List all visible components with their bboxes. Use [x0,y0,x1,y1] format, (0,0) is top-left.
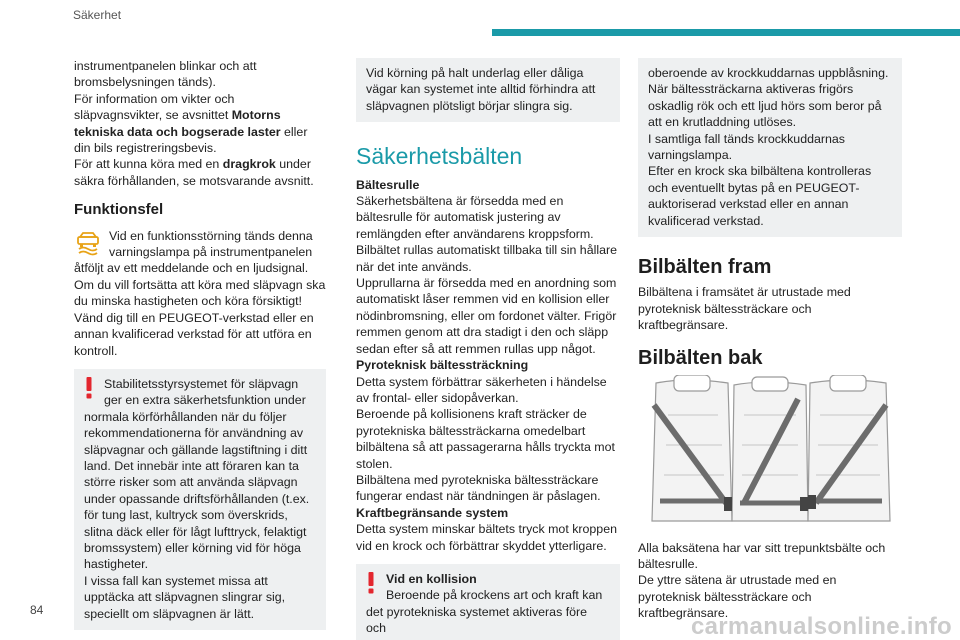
fault-text-cont: åtföljt av ett meddelande och en ljudsignal. [74,261,309,276]
subheading: Bältesrulle [356,177,420,192]
fault-block [74,228,326,277]
rear-seatbelt-illustration [648,375,902,531]
heading-rear-belts: Bilbälten bak [638,346,763,369]
fault-text: Vid en funktionsstörning tänds denna varningslampa på instrumentpanelen [109,228,313,260]
paragraph: Om du vill fortsätta att köra med släpvagn ska du minska hastigheten och köra försiktigt! [74,277,326,309]
note-box [356,58,620,122]
paragraph: Bilbältena med pyrotekniska bältessträckare fungerar endast när tändningen är påslagen. [356,472,601,504]
note-text: Efter en krock ska bilbältena kontrolleras och eventuellt bytas på en PEUGEOT-auktoriserad verkstad eller en annan kvalificerad verkstad. [648,164,872,228]
note-text: Vid körning på halt underlag eller dåliga vägar kan systemet inte alltid förhindra att släpvagnen plötsligt börjar slingra sig. [366,66,596,113]
paragraph: Detta system förbättrar säkerheten i händelse av frontal- eller sidopåverkan. [356,374,607,405]
paragraph: Vänd dig till en PEUGEOT-verkstad eller en annan kvalificerad verkstad för att utföra en kontroll. [74,310,314,358]
heading-funktionsfel: Funktionsfel [74,201,164,219]
warning-box [356,564,620,640]
paragraph: Upprullarna är försedda med en anordning som automatiskt låser remmen vid en kollision eller nödinbromsning, eller om fordonet välter. Frigör remmen genom att dra stadigt i den och släpp sedan efter så att remmen rullas upp något. [356,276,617,356]
paragraph: Säkerhetsbältena är försedda med en bältesrulle för automatisk justering av remlängden efter användarens kroppsform. Bilbältet rullas automatiskt tillbaka till sin hållare när det inte används. [356,194,618,274]
paragraph: Detta system minskar bältets tryck mot kroppen vid en krock och förbättrar skyddet ytterligare. [356,522,617,553]
warning-title: Vid en kollision [386,571,477,586]
trailer-stability-warning-icon [74,229,102,261]
warning-text-cont: det pyrotekniska systemet aktiveras före och [366,604,588,636]
section-label: Säkerhet [73,8,122,22]
paragraph: instrumentpanelen blinkar och att bromsbelysningen tänds). [74,59,257,90]
paragraph: Bilbältena i framsätet är utrustade med pyroteknisk bältessträckare och kraftbegränsare. [638,285,851,333]
paragraph: För att kunna köra med en dragkrok under säkra förhållanden, se motsvarande avsnitt. [74,157,314,188]
heading-front-belts: Bilbälten fram [638,256,772,279]
column-2 [356,58,620,640]
subheading: Pyroteknisk bältessträckning [356,358,529,373]
warning-text-cont: normala körförhållanden när du följer rekommendationerna för användning av släpvagnar och gällande lagstiftning i ditt land. Det innebär inte att föraren kan ta större risker som att använda släpvagn under opassande driftsförhållanden (t.ex. för tung last, kultryck som överskrids, slitna däck eller för lågt lufttryck, felaktigt bromssystem) eller körning vid för höga hastigheter. [84,409,310,572]
watermark: carmanualsonline.info [690,613,952,640]
note-text: I samtliga fall tänds krockkuddarnas varningslampa. [648,131,845,163]
warning-text: Beroende på krockens art och kraft kan [386,588,603,603]
header-accent-bar [492,29,960,36]
warning-text: Stabilitetsstyrsystemet för släpvagn ger en extra säkerhetsfunktion under [104,376,306,408]
note-box [638,58,902,237]
column-3 [638,58,902,622]
paragraph: Alla baksätena har var sitt trepunktsbälte och bältesrulle. [638,540,886,571]
page-number: 84 [30,603,44,617]
paragraph: De yttre sätena är utrustade med en pyroteknisk bältessträckare och kraftbegränsare. [638,573,837,621]
paragraph: Beroende på kollisionens kraft sträcker de pyrotekniska bältessträckarna omedelbart bilbältena så att passagerarna hålls tryckta mot stolen. [356,407,615,471]
warning-box [74,369,326,630]
warning-exclamation-icon [367,572,375,598]
paragraph: För information om vikter och släpvagnsvikter, se avsnittet Motorns tekniska data och bogserade laster eller din bils registreringsbevis. [74,91,308,156]
subheading: Kraftbegränsande system [356,505,509,520]
warning-exclamation-icon [85,377,93,403]
warning-text-cont: I vissa fall kan systemet missa att upptäcka att släpvagnen slingrar sig, speciellt om släpvagnen är lätt. [84,573,286,621]
column-1 [74,58,326,630]
note-text: oberoende av krockkuddarnas uppblåsning. När bältessträckarna aktiveras frigörs oskadlig rök och ett ljud hörs som beror på att en krutladdning utlöses. [648,66,889,130]
section-title: Säkerhetsbälten [356,143,523,170]
